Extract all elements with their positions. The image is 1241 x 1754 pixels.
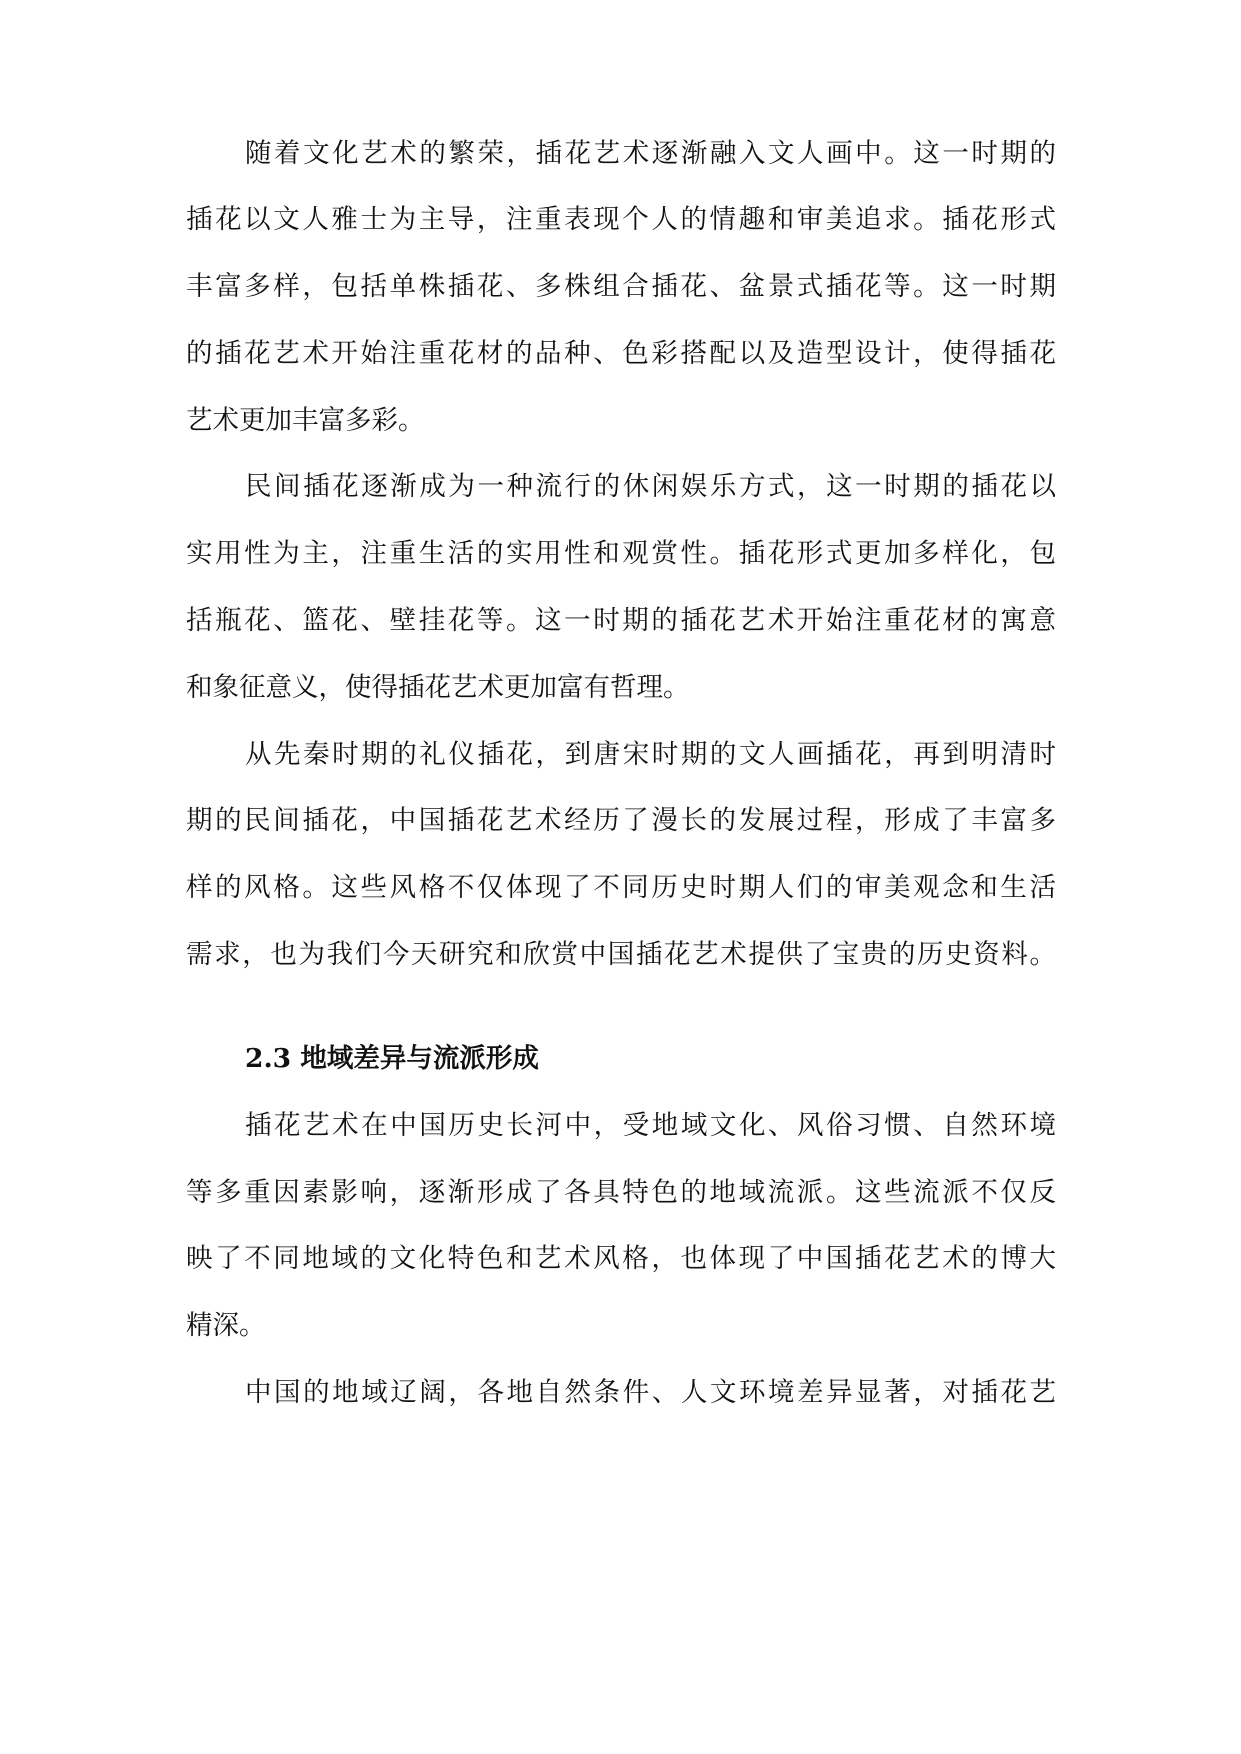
- paragraph-2-line-3: 括瓶花、篮花、壁挂花等。这一时期的插花艺术开始注重花材的寓意: [186, 605, 1056, 636]
- paragraph-2-line-4: 和象征意义，使得插花艺术更加富有哲理。: [186, 672, 690, 703]
- paragraph-3-line-1: 从先秦时期的礼仪插花，到唐宋时期的文人画插花，再到明清时: [245, 739, 1056, 770]
- paragraph-3-line-4: 需求，也为我们今天研究和欣赏中国插花艺术提供了宝贵的历史资料。: [186, 939, 1056, 970]
- section-paragraph-2-line-1: 中国的地域辽阔，各地自然条件、人文环境差异显著，对插花艺: [245, 1377, 1056, 1408]
- section-paragraph-1-line-2: 等多重因素影响，逐渐形成了各具特色的地域流派。这些流派不仅反: [186, 1177, 1056, 1208]
- paragraph-1-line-2: 插花以文人雅士为主导，注重表现个人的情趣和审美追求。插花形式: [186, 204, 1056, 235]
- paragraph-3-line-2: 期的民间插花，中国插花艺术经历了漫长的发展过程，形成了丰富多: [186, 805, 1056, 836]
- section-paragraph-1-line-1: 插花艺术在中国历史长河中，受地域文化、风俗习惯、自然环境: [245, 1110, 1056, 1141]
- paragraph-1-line-1: 随着文化艺术的繁荣，插花艺术逐渐融入文人画中。这一时期的: [245, 138, 1056, 169]
- paragraph-1-line-4: 的插花艺术开始注重花材的品种、色彩搭配以及造型设计，使得插花: [186, 338, 1056, 369]
- paragraph-3-line-3: 样的风格。这些风格不仅体现了不同历史时期人们的审美观念和生活: [186, 872, 1056, 903]
- paragraph-2-line-1: 民间插花逐渐成为一种流行的休闲娱乐方式，这一时期的插花以: [245, 471, 1056, 502]
- paragraph-2-line-2: 实用性为主，注重生活的实用性和观赏性。插花形式更加多样化，包: [186, 538, 1056, 569]
- section-paragraph-1-line-3: 映了不同地域的文化特色和艺术风格，也体现了中国插花艺术的博大: [186, 1243, 1056, 1274]
- section-paragraph-1-line-4: 精深。: [186, 1310, 266, 1341]
- paragraph-1-line-3: 丰富多样，包括单株插花、多株组合插花、盆景式插花等。这一时期: [186, 271, 1056, 302]
- section-heading: 2.3 地域差异与流派形成: [245, 1043, 539, 1074]
- paragraph-1-line-5: 艺术更加丰富多彩。: [186, 405, 425, 436]
